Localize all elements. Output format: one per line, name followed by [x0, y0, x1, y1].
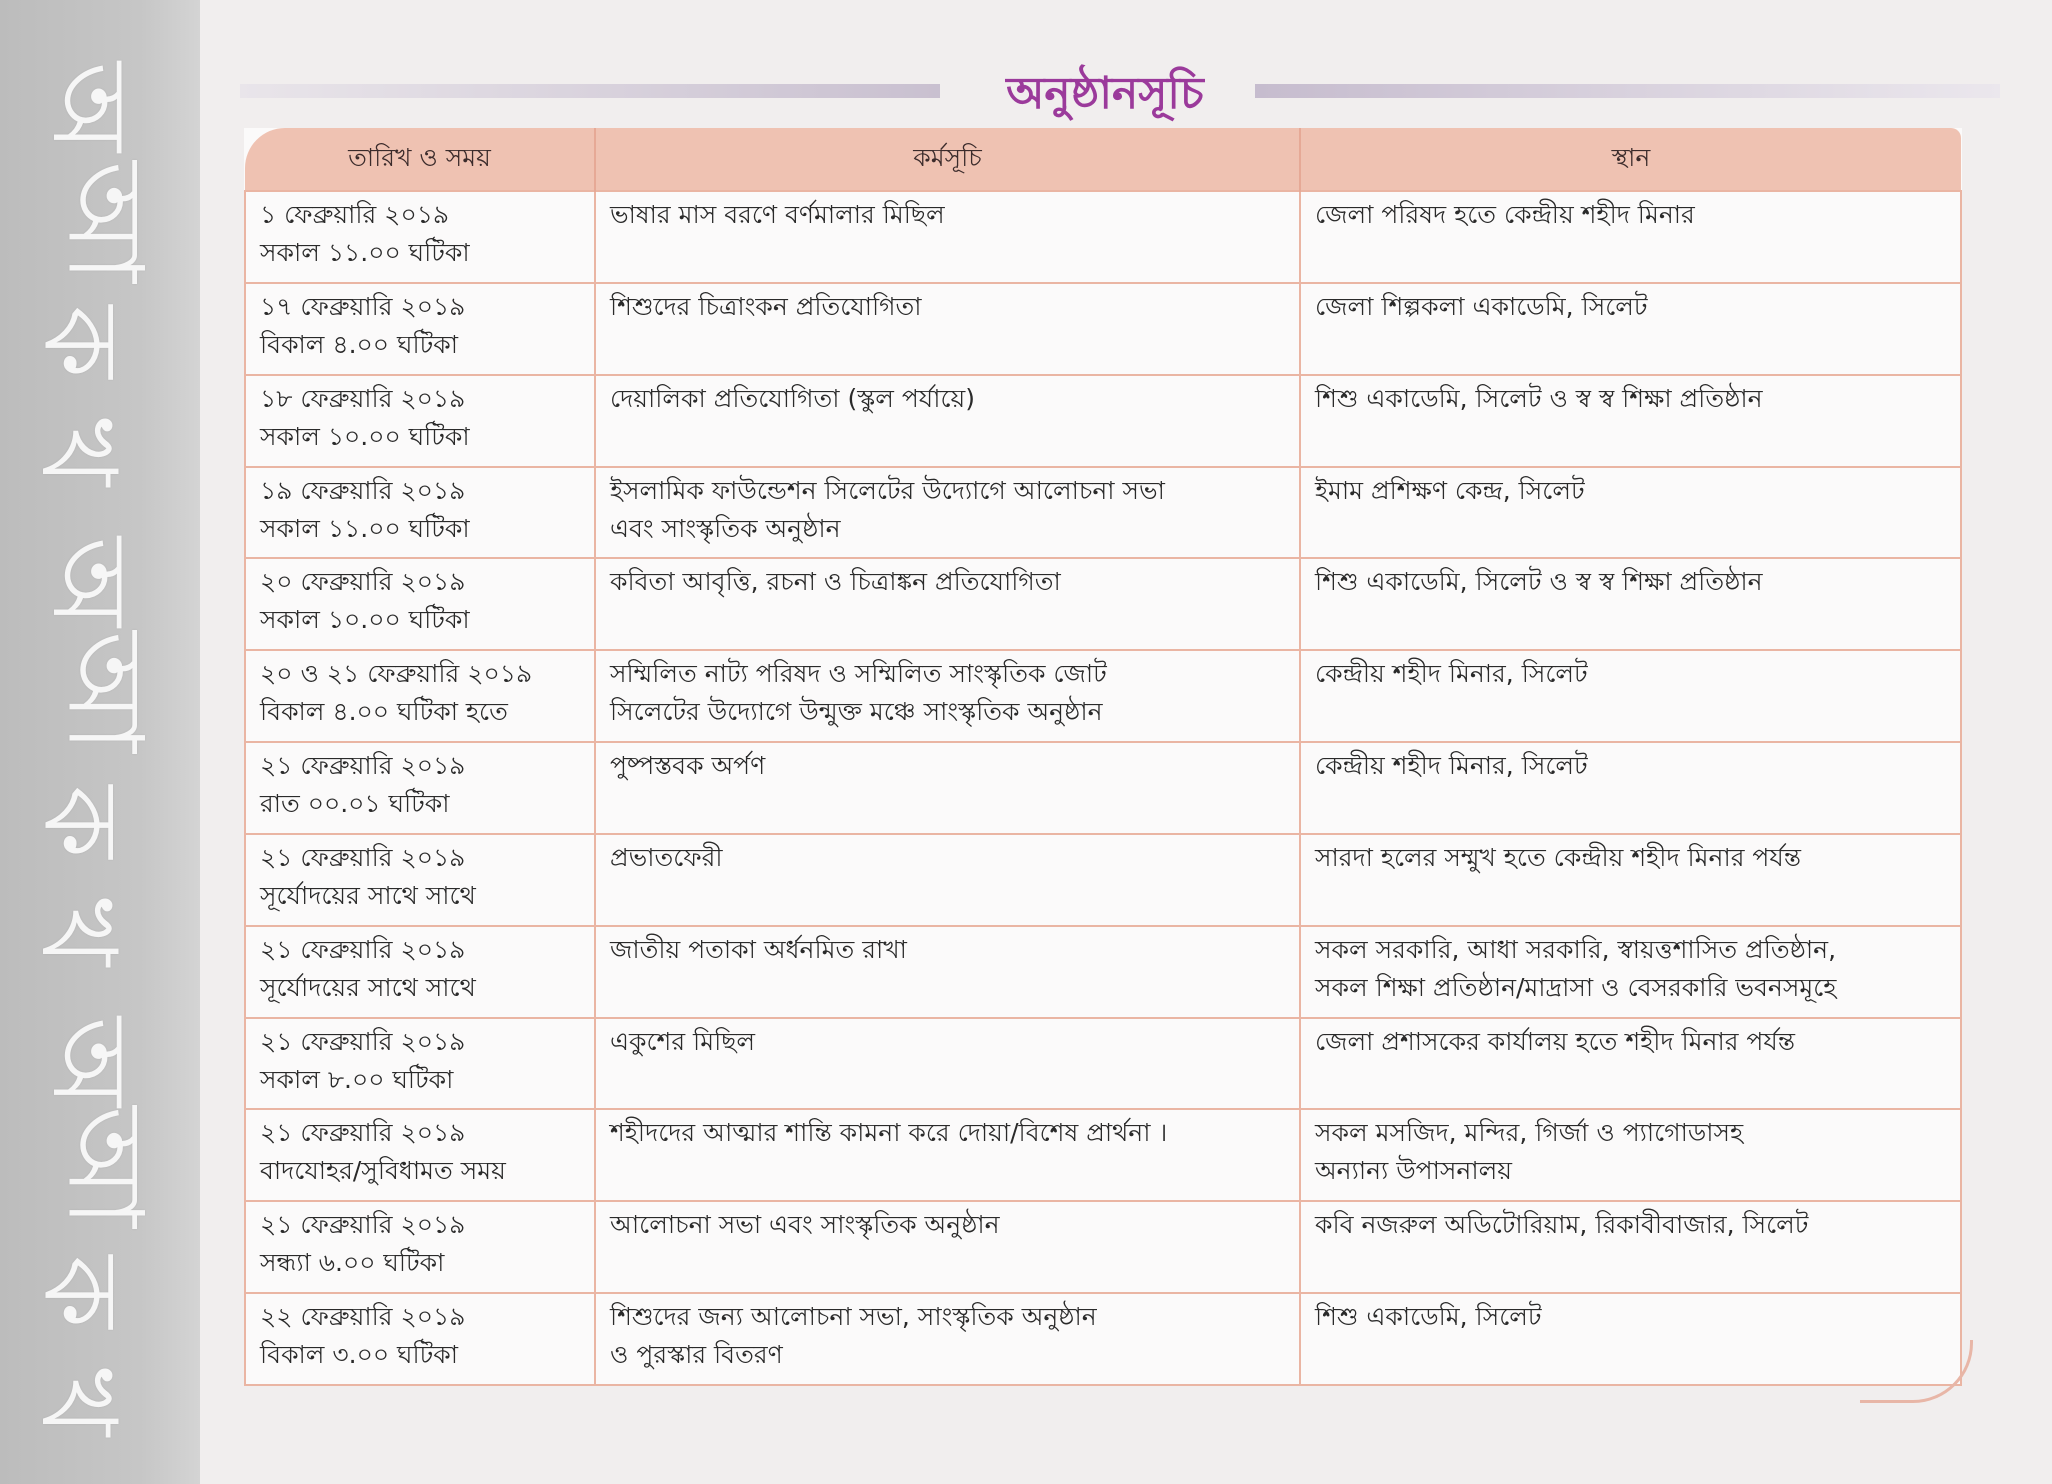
cell-program: দেয়ালিকা প্রতিযোগিতা (স্কুল পর্যায়ে)	[595, 375, 1300, 467]
title-rule-right	[1255, 84, 2000, 98]
table-row	[245, 834, 1961, 926]
cell-date-time: ২১ ফেব্রুয়ারি ২০১৯ সকাল ৮.০০ ঘটিকা	[245, 1018, 595, 1110]
cell-date-time: ২১ ফেব্রুয়ারি ২০১৯ সন্ধ্যা ৬.০০ ঘটিকা	[245, 1201, 595, 1293]
table-row	[245, 558, 1961, 650]
table-row	[245, 742, 1961, 834]
cell-date-time: ১৭ ফেব্রুয়ারি ২০১৯ বিকাল ৪.০০ ঘটিকা	[245, 283, 595, 375]
sidebar-glyph: খ	[18, 1367, 141, 1437]
title-area	[240, 60, 2000, 120]
cell-program: শিশুদের চিত্রাংকন প্রতিযোগিতা	[595, 283, 1300, 375]
cell-date-time: ২১ ফেব্রুয়ারি ২০১৯ বাদযোহর/সুবিধামত সময়	[245, 1109, 595, 1201]
cell-venue: শিশু একাডেমি, সিলেট ও স্ব স্ব শিক্ষা প্রতিষ্ঠান	[1300, 375, 1961, 467]
cell-date-time: ২০ ফেব্রুয়ারি ২০১৯ সকাল ১০.০০ ঘটিকা	[245, 558, 595, 650]
cell-date-time: ১৮ ফেব্রুয়ারি ২০১৯ সকাল ১০.০০ ঘটিকা	[245, 375, 595, 467]
cell-program: ভাষার মাস বরণে বর্ণমালার মিছিল	[595, 191, 1300, 283]
cell-venue: কেন্দ্রীয় শহীদ মিনার, সিলেট	[1300, 742, 1961, 834]
cell-venue: শিশু একাডেমি, সিলেট ও স্ব স্ব শিক্ষা প্রতিষ্ঠান	[1300, 558, 1961, 650]
header-date-time: তারিখ ও সময়	[245, 128, 595, 191]
sidebar-glyph: ক	[20, 785, 143, 859]
cell-venue: জেলা পরিষদ হতে কেন্দ্রীয় শহীদ মিনার	[1300, 191, 1961, 283]
cell-date-time: ২০ ও ২১ ফেব্রুয়ারি ২০১৯ বিকাল ৪.০০ ঘটিকা হতে	[245, 650, 595, 742]
cell-program: একুশের মিছিল	[595, 1018, 1300, 1110]
sidebar-glyph: আ	[44, 631, 167, 753]
sidebar-glyph: আ	[44, 1106, 167, 1228]
sidebar-glyph: আ	[44, 161, 167, 283]
cell-program: পুষ্পস্তবক অর্পণ	[595, 742, 1300, 834]
cell-venue: সারদা হলের সম্মুখ হতে কেন্দ্রীয় শহীদ মিনার পর্যন্ত	[1300, 834, 1961, 926]
cell-venue: সকল মসজিদ, মন্দির, গির্জা ও প্যাগোডাসহ অন্যান্য উপাসনালয়	[1300, 1109, 1961, 1201]
sidebar-glyph: খ	[18, 897, 141, 967]
cell-program: জাতীয় পতাকা অর্ধনমিত রাখা	[595, 926, 1300, 1018]
table-row	[245, 1018, 1961, 1110]
cell-program: সম্মিলিত নাট্য পরিষদ ও সম্মিলিত সাংস্কৃতিক জোট সিলেটের উদ্যোগে উন্মুক্ত মঞ্চে সাংস্কৃতিক অনুষ্ঠান	[595, 650, 1300, 742]
sidebar-glyph: অ	[29, 61, 152, 153]
table-row	[245, 375, 1961, 467]
sidebar-glyph: অ	[29, 536, 152, 628]
cell-program: প্রভাতফেরী	[595, 834, 1300, 926]
cell-venue: সকল সরকারি, আধা সরকারি, স্বায়ত্তশাসিত প্রতিষ্ঠান, সকল শিক্ষা প্রতিষ্ঠান/মাদ্রাসা ও বেসরকারি ভবনসমূহে	[1300, 926, 1961, 1018]
decorative-sidebar	[0, 0, 200, 1484]
cell-date-time: ১৯ ফেব্রুয়ারি ২০১৯ সকাল ১১.০০ ঘটিকা	[245, 467, 595, 559]
cell-venue: কেন্দ্রীয় শহীদ মিনার, সিলেট	[1300, 650, 1961, 742]
table-row	[245, 926, 1961, 1018]
header-venue: স্থান	[1300, 128, 1961, 191]
cell-venue: জেলা শিল্পকলা একাডেমি, সিলেট	[1300, 283, 1961, 375]
cell-venue: শিশু একাডেমি, সিলেট	[1300, 1293, 1961, 1385]
cell-venue: জেলা প্রশাসকের কার্যালয় হতে শহীদ মিনার পর্যন্ত	[1300, 1018, 1961, 1110]
table-row	[245, 283, 1961, 375]
cell-date-time: ২২ ফেব্রুয়ারি ২০১৯ বিকাল ৩.০০ ঘটিকা	[245, 1293, 595, 1385]
table-row	[245, 191, 1961, 283]
decorative-corner-curve	[1860, 1340, 1973, 1403]
cell-date-time: ২১ ফেব্রুয়ারি ২০১৯ রাত ০০.০১ ঘটিকা	[245, 742, 595, 834]
cell-program: ইসলামিক ফাউন্ডেশন সিলেটের উদ্যোগে আলোচনা সভা এবং সাংস্কৃতিক অনুষ্ঠান	[595, 467, 1300, 559]
page-title: অনুষ্ঠানসূচি	[1006, 68, 1204, 119]
table-row	[245, 467, 1961, 559]
table-row	[245, 1293, 1961, 1385]
title-rule-left	[240, 84, 940, 98]
header-program: কর্মসূচি	[595, 128, 1300, 191]
cell-date-time: ১ ফেব্রুয়ারি ২০১৯ সকাল ১১.০০ ঘটিকা	[245, 191, 595, 283]
table-row	[245, 1201, 1961, 1293]
cell-date-time: ২১ ফেব্রুয়ারি ২০১৯ সূর্যোদয়ের সাথে সাথে	[245, 926, 595, 1018]
sidebar-glyph: অ	[29, 1016, 152, 1108]
sidebar-glyph: ক	[20, 1255, 143, 1329]
schedule-table	[244, 128, 1962, 1386]
table-header-row	[245, 128, 1961, 191]
cell-venue: কবি নজরুল অডিটোরিয়াম, রিকাবীবাজার, সিলেট	[1300, 1201, 1961, 1293]
cell-program: আলোচনা সভা এবং সাংস্কৃতিক অনুষ্ঠান	[595, 1201, 1300, 1293]
cell-venue: ইমাম প্রশিক্ষণ কেন্দ্র, সিলেট	[1300, 467, 1961, 559]
table-row	[245, 1109, 1961, 1201]
table-row	[245, 650, 1961, 742]
cell-date-time: ২১ ফেব্রুয়ারি ২০১৯ সূর্যোদয়ের সাথে সাথে	[245, 834, 595, 926]
cell-program: শহীদদের আত্মার শান্তি কামনা করে দোয়া/বিশেষ প্রার্থনা ।	[595, 1109, 1300, 1201]
cell-program: শিশুদের জন্য আলোচনা সভা, সাংস্কৃতিক অনুষ্ঠান ও পুরস্কার বিতরণ	[595, 1293, 1300, 1385]
sidebar-glyph: ক	[20, 305, 143, 379]
cell-program: কবিতা আবৃত্তি, রচনা ও চিত্রাঙ্কন প্রতিযোগিতা	[595, 558, 1300, 650]
sidebar-glyph: খ	[18, 417, 141, 487]
